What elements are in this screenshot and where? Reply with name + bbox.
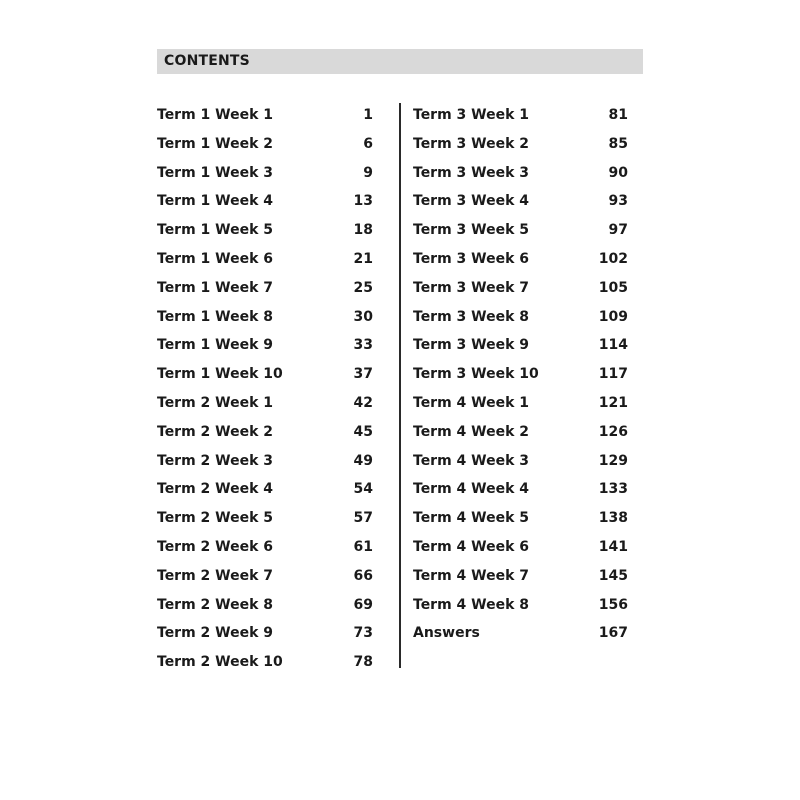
toc-entry xyxy=(157,360,373,389)
toc-entry xyxy=(157,101,373,130)
toc-entry-label: Term 2 Week 7 xyxy=(157,567,274,584)
toc-entry-page-number: 66 xyxy=(353,567,373,584)
toc-entry xyxy=(157,619,373,648)
toc-entry-label: Term 4 Week 6 xyxy=(413,538,530,555)
toc-entry xyxy=(413,101,628,130)
toc-entry-page-number: 117 xyxy=(598,366,628,383)
toc-entry-page-number: 61 xyxy=(353,538,373,555)
toc-entry-page-number: 81 xyxy=(608,107,628,123)
toc-entry-label: Term 1 Week 8 xyxy=(157,308,274,325)
toc-entry-page-number: 90 xyxy=(608,164,628,181)
toc-entry xyxy=(157,389,373,418)
toc-entry-page-number: 18 xyxy=(353,222,373,239)
toc-entry xyxy=(413,303,628,332)
toc-entry-page-number: 45 xyxy=(353,423,373,440)
toc-entry xyxy=(413,245,628,274)
toc-entry xyxy=(157,562,373,591)
toc-column-left xyxy=(157,101,373,677)
toc-entry xyxy=(157,504,373,533)
toc-entry-page-number: 126 xyxy=(598,423,628,440)
toc-entry-label: Term 3 Week 6 xyxy=(413,250,530,267)
toc-entry-page-number: 57 xyxy=(353,510,373,527)
toc-entry-label: Term 2 Week 9 xyxy=(157,625,274,642)
toc-entry xyxy=(413,562,628,591)
toc-entry-label: Term 2 Week 4 xyxy=(157,481,274,498)
toc-entry xyxy=(157,159,373,188)
toc-entry-page-number: 102 xyxy=(598,250,628,267)
toc-entry xyxy=(413,187,628,216)
toc-entry xyxy=(157,331,373,360)
toc-entry-label: Answers xyxy=(413,625,480,642)
toc-column-right xyxy=(413,101,628,648)
toc-entry-page-number: 73 xyxy=(353,625,373,642)
toc-entry-page-number: 9 xyxy=(363,164,373,181)
toc-entry xyxy=(157,130,373,159)
toc-entry-label: Term 3 Week 4 xyxy=(413,193,530,210)
toc-entry-page-number: 49 xyxy=(353,452,373,469)
toc-entry xyxy=(413,418,628,447)
toc-entry xyxy=(413,591,628,620)
toc-entry-page-number: 33 xyxy=(353,337,373,354)
toc-entry-page-number: 42 xyxy=(353,394,373,411)
contents-header-bar xyxy=(157,49,643,74)
toc-entry-page-number: 85 xyxy=(608,135,628,152)
toc-entry xyxy=(157,648,373,677)
toc-entry-page-number: 114 xyxy=(598,337,628,354)
toc-entry-label: Term 1 Week 3 xyxy=(157,164,274,181)
toc-entry-label: Term 3 Week 5 xyxy=(413,222,530,239)
toc-entry-label: Term 2 Week 2 xyxy=(157,423,274,440)
toc-entry-page-number: 109 xyxy=(598,308,628,325)
toc-entry-label: Term 4 Week 3 xyxy=(413,452,530,469)
toc-entry xyxy=(157,245,373,274)
toc-entry xyxy=(413,475,628,504)
toc-entry-label: Term 3 Week 2 xyxy=(413,135,530,152)
toc-entry-label: Term 2 Week 6 xyxy=(157,538,274,555)
toc-entry-page-number: 69 xyxy=(353,596,373,613)
toc-entry-label: Term 4 Week 2 xyxy=(413,423,530,440)
toc-entry xyxy=(157,216,373,245)
toc-entry-page-number: 141 xyxy=(598,538,628,555)
toc-entry-label: Term 2 Week 8 xyxy=(157,596,274,613)
toc-entry-page-number: 54 xyxy=(353,481,373,498)
toc-entry-page-number: 1 xyxy=(363,107,373,123)
toc-entry-page-number: 167 xyxy=(598,625,628,642)
toc-entry-label: Term 2 Week 5 xyxy=(157,510,274,527)
toc-entry-page-number: 156 xyxy=(598,596,628,613)
toc-entry xyxy=(157,533,373,562)
toc-entry xyxy=(413,159,628,188)
toc-entry-page-number: 129 xyxy=(598,452,628,469)
toc-entry-label: Term 4 Week 8 xyxy=(413,596,530,613)
toc-entry-label: Term 1 Week 9 xyxy=(157,337,274,354)
toc-entry-label: Term 1 Week 2 xyxy=(157,135,274,152)
toc-entry xyxy=(157,418,373,447)
toc-entry-label: Term 4 Week 4 xyxy=(413,481,530,498)
column-divider xyxy=(399,103,401,668)
toc-entry-page-number: 6 xyxy=(363,135,373,152)
toc-entry-label: Term 2 Week 10 xyxy=(157,654,283,671)
toc-entry-page-number: 105 xyxy=(598,279,628,296)
toc-entry xyxy=(413,533,628,562)
toc-entry-page-number: 13 xyxy=(353,193,373,210)
toc-entry-label: Term 3 Week 3 xyxy=(413,164,530,181)
toc-entry-label: Term 1 Week 6 xyxy=(157,250,274,267)
toc-entry-label: Term 3 Week 7 xyxy=(413,279,530,296)
toc-entry-page-number: 21 xyxy=(353,250,373,267)
toc-entry-label: Term 3 Week 1 xyxy=(413,107,530,123)
toc-entry-label: Term 3 Week 9 xyxy=(413,337,530,354)
toc-entry-label: Term 4 Week 5 xyxy=(413,510,530,527)
toc-entry-page-number: 133 xyxy=(598,481,628,498)
toc-entry-label: Term 1 Week 1 xyxy=(157,107,274,123)
toc-entry xyxy=(413,130,628,159)
toc-entry-label: Term 2 Week 3 xyxy=(157,452,274,469)
toc-entry-page-number: 25 xyxy=(353,279,373,296)
toc-entry-label: Term 2 Week 1 xyxy=(157,394,274,411)
toc-entry-page-number: 37 xyxy=(353,366,373,383)
toc-entry xyxy=(157,591,373,620)
toc-entry xyxy=(413,274,628,303)
toc-entry-page-number: 145 xyxy=(598,567,628,584)
toc-entry xyxy=(413,331,628,360)
toc-entry xyxy=(157,447,373,476)
toc-entry-label: Term 1 Week 10 xyxy=(157,366,283,383)
toc-entry-page-number: 78 xyxy=(353,654,373,671)
toc-entry-label: Term 1 Week 7 xyxy=(157,279,274,296)
toc-entry-page-number: 97 xyxy=(608,222,628,239)
toc-entry-label: Term 1 Week 4 xyxy=(157,193,274,210)
toc-entry xyxy=(157,274,373,303)
toc-entry xyxy=(157,303,373,332)
toc-entry xyxy=(157,475,373,504)
toc-entry-label: Term 1 Week 5 xyxy=(157,222,274,239)
toc-entry-page-number: 121 xyxy=(598,394,628,411)
toc-entry-label: Term 4 Week 1 xyxy=(413,394,530,411)
toc-entry xyxy=(157,187,373,216)
toc-entry-page-number: 30 xyxy=(353,308,373,325)
toc-entry-page-number: 138 xyxy=(598,510,628,527)
toc-entry-page-number: 93 xyxy=(608,193,628,210)
toc-entry xyxy=(413,504,628,533)
toc-entry-label: Term 4 Week 7 xyxy=(413,567,530,584)
toc-entry-label: Term 3 Week 8 xyxy=(413,308,530,325)
toc-entry-label: Term 3 Week 10 xyxy=(413,366,539,383)
toc-entry xyxy=(413,389,628,418)
toc-entry xyxy=(413,619,628,648)
toc-entry xyxy=(413,447,628,476)
toc-entry xyxy=(413,360,628,389)
toc-entry xyxy=(413,216,628,245)
page-title: CONTENTS xyxy=(164,53,250,69)
